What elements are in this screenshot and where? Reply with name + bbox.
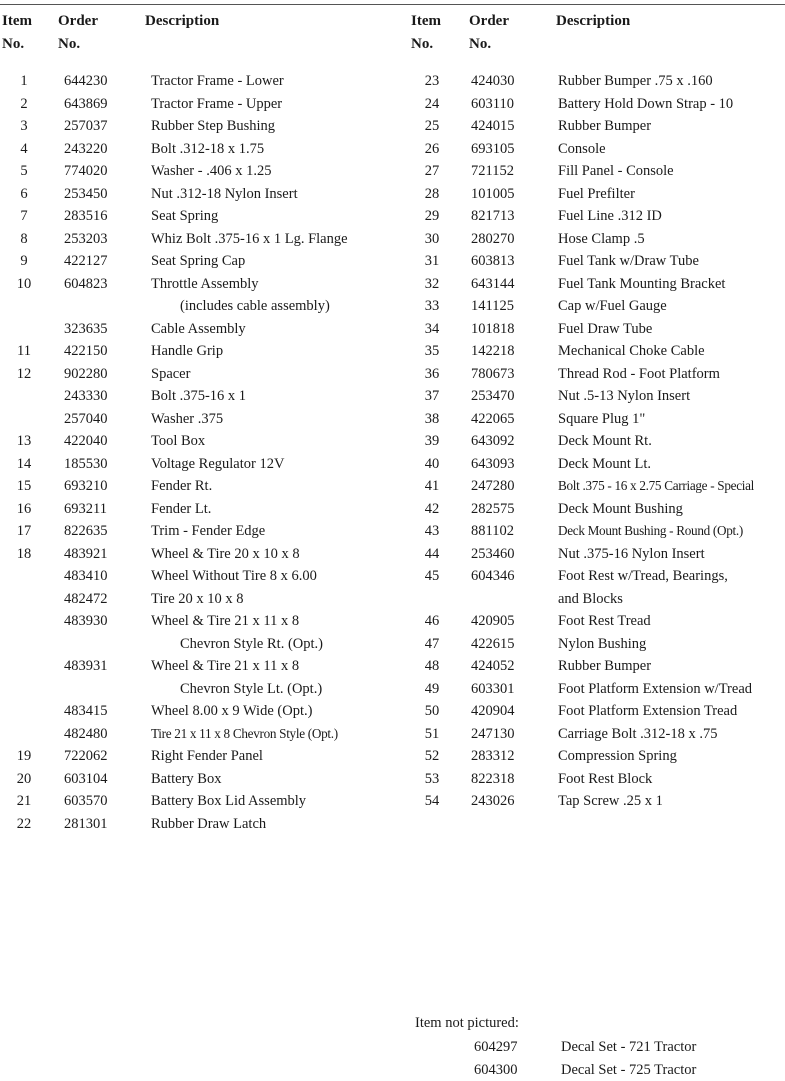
parts-row — [412, 250, 785, 273]
description: Fuel Tank Mounting Bracket — [558, 275, 726, 292]
header-item-left — [2, 10, 32, 56]
parts-row — [412, 790, 785, 813]
item-number: 16 — [16, 500, 32, 517]
parts-row — [6, 790, 401, 813]
parts-row — [6, 498, 401, 521]
order-number: 422127 — [64, 253, 108, 269]
order-number: 253470 — [471, 388, 515, 404]
item-number: 2 — [20, 95, 28, 112]
description: Spacer — [151, 365, 191, 382]
description: Mechanical Choke Cable — [558, 343, 705, 359]
order-number: 424015 — [471, 118, 515, 134]
description: Bolt .375 - 16 x 2.75 Carriage - Special — [558, 478, 755, 493]
parts-row — [6, 745, 401, 768]
item-number: 7 — [20, 208, 28, 224]
parts-row — [6, 408, 401, 431]
item-number: 17 — [16, 523, 32, 539]
header-order-right — [469, 10, 509, 56]
parts-row — [412, 273, 785, 296]
order-number: 424052 — [471, 658, 515, 674]
description: Tire 21 x 11 x 8 Chevron Style (Opt.) — [151, 725, 338, 741]
parts-row — [6, 138, 401, 161]
parts-row — [6, 363, 401, 386]
order-number: 253203 — [64, 230, 108, 247]
parts-row — [412, 363, 785, 386]
order-number: 101005 — [471, 185, 515, 202]
top-rule — [0, 4, 785, 5]
order-number: 774020 — [64, 163, 108, 179]
description: Foot Platform Extension w/Tread — [558, 680, 753, 697]
description: Carriage Bolt .312-18 x .75 — [558, 725, 718, 742]
description: Trim - Fender Edge — [151, 523, 266, 539]
order-number: 142218 — [471, 343, 515, 359]
description: Fuel Draw Tube — [558, 320, 653, 337]
parts-row — [6, 655, 401, 678]
order-number: 902280 — [64, 365, 108, 382]
item-number: 27 — [424, 163, 440, 179]
parts-row — [412, 768, 785, 791]
order-number: 780673 — [471, 365, 515, 382]
parts-row — [6, 250, 401, 273]
item-number: 40 — [424, 455, 440, 472]
parts-row — [6, 475, 401, 498]
order-number: 247280 — [471, 478, 515, 494]
header-item-no-label: No. — [411, 36, 434, 52]
parts-row — [412, 475, 785, 498]
description: Tractor Frame - Upper — [151, 95, 283, 112]
description: Wheel & Tire 21 x 11 x 8 — [151, 658, 300, 674]
not-pictured-row — [415, 1036, 785, 1059]
parts-row — [412, 565, 785, 588]
order-number: 881102 — [471, 523, 514, 539]
parts-list-left — [6, 70, 401, 835]
parts-row — [412, 115, 785, 138]
order-number: 482472 — [64, 590, 108, 607]
item-number: 43 — [424, 523, 440, 539]
parts-row — [412, 588, 785, 611]
parts-row — [412, 70, 785, 93]
description: Wheel & Tire 21 x 11 x 8 — [151, 613, 300, 629]
order-number: 422615 — [471, 635, 515, 652]
parts-row — [6, 183, 401, 206]
description: Deck Mount Bushing — [558, 500, 683, 517]
order-number: 643144 — [471, 275, 515, 292]
item-number: 50 — [424, 703, 440, 719]
order-number: 603301 — [471, 680, 515, 697]
description: Whiz Bolt .375-16 x 1 Lg. Flange — [151, 230, 348, 247]
parts-row — [6, 340, 401, 363]
parts-row — [6, 723, 401, 746]
description: Nut .375-16 Nylon Insert — [558, 545, 705, 562]
parts-row — [6, 678, 401, 701]
parts-row — [412, 138, 785, 161]
parts-row — [6, 768, 401, 791]
item-number: 26 — [424, 140, 440, 157]
order-number: 243220 — [64, 140, 108, 157]
item-number: 54 — [424, 793, 440, 809]
order-number: 243330 — [64, 388, 108, 404]
item-number: 18 — [16, 545, 32, 562]
description: Tractor Frame - Lower — [151, 73, 284, 89]
description: Fuel Tank w/Draw Tube — [558, 253, 699, 269]
order-number: 420905 — [471, 613, 515, 629]
description: Wheel & Tire 20 x 10 x 8 — [151, 545, 300, 562]
not-pictured-row — [415, 1059, 785, 1081]
item-number: 37 — [424, 388, 440, 404]
order-number: 280270 — [471, 230, 515, 247]
parts-row — [6, 318, 401, 341]
item-number: 10 — [16, 275, 32, 292]
item-number: 22 — [16, 815, 32, 832]
description: Chevron Style Rt. (Opt.) — [180, 635, 323, 652]
description: Square Plug 1" — [558, 410, 646, 427]
item-number: 3 — [20, 118, 28, 134]
order-number: 253450 — [64, 185, 108, 202]
parts-row — [412, 318, 785, 341]
item-number: 6 — [20, 185, 28, 202]
order-number: 283516 — [64, 208, 108, 224]
description: Tire 20 x 10 x 8 — [151, 590, 244, 607]
parts-row — [6, 610, 401, 633]
order-number: 693210 — [64, 478, 108, 494]
parts-row — [412, 430, 785, 453]
item-number: 9 — [20, 253, 28, 269]
item-number: 47 — [424, 635, 440, 652]
item-number: 41 — [424, 478, 440, 494]
item-number: 38 — [424, 410, 440, 427]
description: Tap Screw .25 x 1 — [558, 793, 663, 809]
order-number: 604346 — [471, 568, 515, 584]
description: Tool Box — [151, 433, 206, 449]
description: Console — [558, 140, 606, 157]
description: Bolt .312-18 x 1.75 — [151, 140, 265, 157]
item-number: 29 — [424, 208, 440, 224]
description: Nylon Bushing — [558, 635, 647, 652]
order-number: 603570 — [64, 793, 108, 809]
parts-row — [6, 385, 401, 408]
order-number: 420904 — [471, 703, 515, 719]
description: Thread Rod - Foot Platform — [558, 365, 720, 382]
description: (includes cable assembly) — [180, 298, 330, 314]
order-number: 604300 — [474, 1061, 518, 1078]
order-number: 424030 — [471, 73, 515, 89]
order-number: 822635 — [64, 523, 108, 539]
order-number: 722062 — [64, 748, 108, 764]
description: Chevron Style Lt. (Opt.) — [180, 680, 323, 697]
order-number: 247130 — [471, 725, 515, 742]
item-number: 12 — [16, 365, 32, 382]
item-number: 24 — [424, 95, 440, 112]
description: Fuel Prefilter — [558, 185, 635, 202]
order-number: 643092 — [471, 433, 515, 449]
item-number: 49 — [424, 680, 440, 697]
description: Washer - .406 x 1.25 — [151, 163, 272, 179]
order-number: 643093 — [471, 455, 515, 472]
description: Wheel 8.00 x 9 Wide (Opt.) — [151, 703, 313, 719]
item-number: 45 — [424, 568, 440, 584]
description: Bolt .375-16 x 1 — [151, 388, 247, 404]
item-number: 23 — [424, 73, 440, 89]
item-number: 32 — [424, 275, 440, 292]
parts-row — [412, 205, 785, 228]
item-number: 20 — [16, 770, 32, 787]
parts-row — [6, 273, 401, 296]
order-number: 281301 — [64, 815, 108, 832]
order-number: 141125 — [471, 298, 514, 314]
description: Battery Box — [151, 770, 222, 787]
header-description-left — [145, 10, 219, 33]
parts-row — [412, 700, 785, 723]
item-number: 19 — [16, 748, 32, 764]
item-number: 30 — [424, 230, 440, 247]
order-number: 483930 — [64, 613, 108, 629]
header-item-label: Item — [2, 13, 32, 29]
description: Deck Mount Lt. — [558, 455, 652, 472]
parts-row — [6, 205, 401, 228]
order-number: 253460 — [471, 545, 515, 562]
order-number: 282575 — [471, 500, 515, 517]
order-number: 604297 — [474, 1039, 518, 1055]
description: Washer .375 — [151, 410, 224, 427]
order-number: 644230 — [64, 73, 108, 89]
header-item-right — [411, 10, 441, 56]
item-number: 21 — [16, 793, 32, 809]
parts-row — [412, 453, 785, 476]
order-number: 422065 — [471, 410, 515, 427]
parts-row — [6, 700, 401, 723]
item-number: 39 — [424, 433, 440, 449]
parts-row — [6, 520, 401, 543]
order-number: 821713 — [471, 208, 515, 224]
parts-row — [6, 813, 401, 836]
parts-row — [6, 588, 401, 611]
parts-row — [412, 520, 785, 543]
parts-row — [412, 655, 785, 678]
item-number: 11 — [17, 343, 31, 359]
description: Rubber Bumper — [558, 658, 652, 674]
header-order-left — [58, 10, 98, 56]
description: Decal Set - 725 Tractor — [561, 1061, 697, 1078]
parts-row — [412, 183, 785, 206]
description: Battery Hold Down Strap - 10 — [558, 95, 734, 112]
parts-row — [6, 160, 401, 183]
description: Fill Panel - Console — [558, 163, 674, 179]
description: Foot Rest w/Tread, Bearings, — [558, 568, 728, 584]
description: Compression Spring — [558, 748, 677, 764]
order-number: 483931 — [64, 658, 108, 674]
order-number: 243026 — [471, 793, 515, 809]
item-number: 53 — [424, 770, 440, 787]
description: Rubber Bumper — [558, 118, 652, 134]
order-number: 257040 — [64, 410, 108, 427]
description: Voltage Regulator 12V — [151, 455, 285, 472]
description: Fender Rt. — [151, 478, 213, 494]
item-number: 8 — [20, 230, 28, 247]
description: Nut .5-13 Nylon Insert — [558, 388, 691, 404]
order-number: 603813 — [471, 253, 515, 269]
description: Foot Rest Tread — [558, 613, 651, 629]
order-number: 693211 — [64, 500, 107, 517]
description: Hose Clamp .5 — [558, 230, 645, 247]
header-order-label: Order — [469, 13, 509, 29]
order-number: 323635 — [64, 320, 108, 337]
item-number: 52 — [424, 748, 440, 764]
header-description-label: Description — [556, 13, 631, 29]
parts-row — [412, 408, 785, 431]
parts-row — [412, 340, 785, 363]
parts-row — [412, 385, 785, 408]
description: Cap w/Fuel Gauge — [558, 298, 667, 314]
item-number: 48 — [424, 658, 440, 674]
header-order-no-label: No. — [58, 36, 81, 52]
parts-row — [6, 70, 401, 93]
parts-row — [6, 430, 401, 453]
order-number: 422040 — [64, 433, 108, 449]
parts-row — [412, 498, 785, 521]
item-number: 15 — [16, 478, 32, 494]
order-number: 604823 — [64, 275, 108, 292]
description: Seat Spring Cap — [151, 253, 246, 269]
parts-row — [6, 543, 401, 566]
parts-row — [412, 745, 785, 768]
description: Battery Box Lid Assembly — [151, 793, 307, 809]
description: Fuel Line .312 ID — [558, 208, 662, 224]
description: and Blocks — [558, 590, 623, 607]
item-number: 25 — [424, 118, 440, 134]
order-number: 721152 — [471, 163, 514, 179]
description: Nut .312-18 Nylon Insert — [151, 185, 298, 202]
item-number: 46 — [424, 613, 440, 629]
item-number: 42 — [424, 500, 440, 517]
parts-row — [412, 543, 785, 566]
description: Foot Rest Block — [558, 770, 653, 787]
parts-row — [6, 295, 401, 318]
parts-row — [412, 678, 785, 701]
item-number: 1 — [20, 73, 28, 89]
header-item-no-label: No. — [2, 36, 25, 52]
description: Rubber Bumper .75 x .160 — [558, 73, 713, 89]
header-order-no-label: No. — [469, 36, 492, 52]
order-number: 603104 — [64, 770, 108, 787]
item-number: 14 — [16, 455, 32, 472]
parts-row — [412, 93, 785, 116]
description: Decal Set - 721 Tractor — [561, 1039, 697, 1055]
description: Deck Mount Rt. — [558, 433, 652, 449]
item-number: 44 — [424, 545, 440, 562]
description: Deck Mount Bushing - Round (Opt.) — [558, 523, 743, 538]
parts-row — [6, 453, 401, 476]
item-number: 34 — [424, 320, 440, 337]
description: Right Fender Panel — [151, 748, 263, 764]
order-number: 483410 — [64, 568, 108, 584]
description: Handle Grip — [151, 343, 224, 359]
parts-row — [412, 723, 785, 746]
order-number: 482480 — [64, 725, 108, 742]
header-order-label: Order — [58, 13, 98, 29]
not-pictured-label: Item not pictured: — [415, 1015, 519, 1031]
order-number: 483415 — [64, 703, 108, 719]
description: Cable Assembly — [151, 320, 246, 337]
description: Rubber Step Bushing — [151, 118, 276, 134]
parts-list-right — [412, 70, 785, 813]
order-number: 643869 — [64, 95, 108, 112]
parts-row — [6, 565, 401, 588]
item-number: 5 — [20, 163, 28, 179]
description: Foot Platform Extension Tread — [558, 703, 738, 719]
order-number: 822318 — [471, 770, 515, 787]
order-number: 693105 — [471, 140, 515, 157]
item-number: 33 — [424, 298, 440, 314]
order-number: 257037 — [64, 118, 108, 134]
item-number: 13 — [16, 433, 32, 449]
order-number: 185530 — [64, 455, 108, 472]
parts-row — [412, 610, 785, 633]
item-number: 4 — [20, 140, 28, 157]
order-number: 101818 — [471, 320, 515, 337]
item-number: 35 — [424, 343, 440, 359]
parts-row — [6, 228, 401, 251]
description: Seat Spring — [151, 208, 219, 224]
description: Rubber Draw Latch — [151, 815, 267, 832]
header-item-label: Item — [411, 13, 441, 29]
description: Throttle Assembly — [151, 275, 259, 292]
item-number: 51 — [424, 725, 440, 742]
parts-row — [6, 633, 401, 656]
parts-row — [412, 228, 785, 251]
description: Fender Lt. — [151, 500, 212, 517]
parts-row — [412, 633, 785, 656]
order-number: 283312 — [471, 748, 515, 764]
parts-row — [6, 115, 401, 138]
parts-row — [412, 295, 785, 318]
item-number: 28 — [424, 185, 440, 202]
order-number: 603110 — [471, 95, 514, 112]
description: Wheel Without Tire 8 x 6.00 — [151, 568, 317, 584]
item-number: 31 — [424, 253, 440, 269]
item-number: 36 — [424, 365, 440, 382]
header-description-right — [556, 10, 630, 33]
order-number: 483921 — [64, 545, 108, 562]
parts-row — [6, 93, 401, 116]
header-description-label: Description — [145, 13, 220, 29]
order-number: 422150 — [64, 343, 108, 359]
parts-row — [412, 160, 785, 183]
